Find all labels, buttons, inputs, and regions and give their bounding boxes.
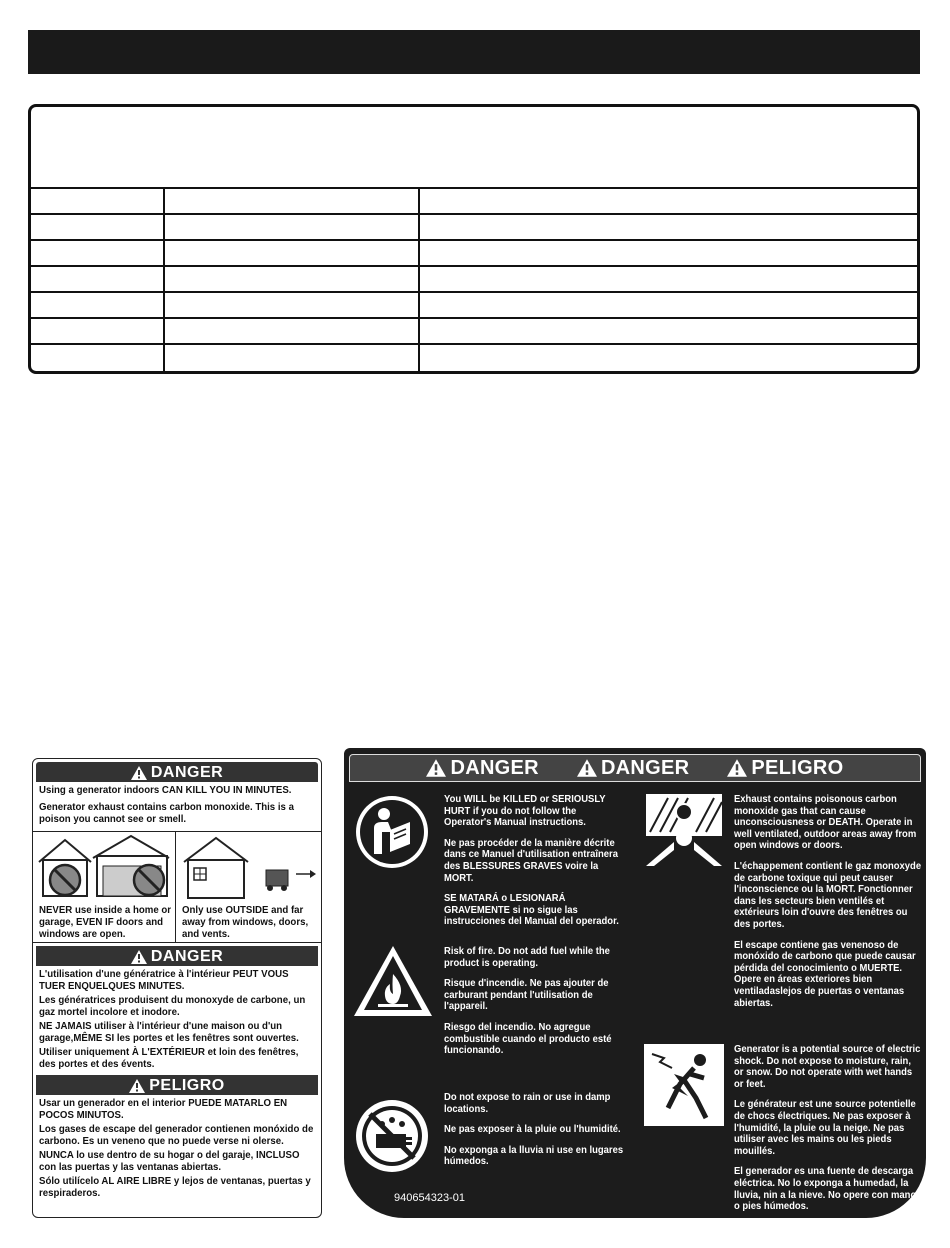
fire-fr: Risque d'incendie. Ne pas ajouter de carburant pendant l'utilisation de l'appareil. bbox=[444, 977, 609, 1013]
peligro-header-es bbox=[36, 1075, 318, 1095]
header-peligro: PELIGRO bbox=[727, 757, 843, 780]
table-row bbox=[31, 215, 917, 241]
table-row bbox=[31, 319, 917, 345]
fire-warning-text bbox=[444, 946, 624, 1066]
outside-only-panel bbox=[176, 832, 322, 942]
exhaust-fr: L'échappement contient le gaz monoxyde de carbone toxique qui peut causer l'inconscience ou la MORT. Fonctionner dans les secteurs bien ventilés et extérieurs loin d'ouvre des fenêtres ou des portes. bbox=[734, 859, 922, 930]
header-bar bbox=[28, 30, 920, 74]
peligro-es-p3: NUNCA lo use dentro de su hogar o del garaje, INCLUSO con las puertas y las ventanas abiertas. bbox=[39, 1149, 300, 1173]
peligro-es-p1: Usar un generador en el interior PUEDE MATARLO EN POCOS MINUTOS. bbox=[39, 1097, 288, 1121]
shock-warning-text bbox=[734, 1044, 923, 1222]
warning-triangle-icon bbox=[577, 759, 597, 777]
danger-en-line2: Generator exhaust contains carbon monoxide. This is a poison you cannot see or smell. bbox=[39, 801, 294, 825]
rain-warning-text bbox=[444, 1092, 624, 1177]
warning-triangle-icon bbox=[131, 950, 147, 964]
fire-en: Risk of fire. Do not add fuel while the product is operating. bbox=[444, 945, 610, 969]
danger-fr-p3: NE JAMAIS utiliser à l'intérieur d'une maison ou d'un garage,MÊME SI les portes et les fenêtres sont ouvertes. bbox=[39, 1020, 299, 1044]
exhaust-es: El escape contiene gas venenoso de monóxido de carbono que puede causar pérdida del conocimiento o MUERTE. Opere en áreas exteriores bien ventiladaslejos de puertas o ventanas abiertas. bbox=[734, 938, 916, 1009]
exhaust-en: Exhaust contains poisonous carbon monoxide gas that can cause unconsciousness or DEATH. Operate in well ventilated, outdoor areas away from open windows or doors. bbox=[734, 793, 917, 852]
shock-fr: Le générateur est une source potentielle de chocs électriques. Ne pas exposer à l'humidité, la pluie ou la neige. Ne pas utiliser avec les mains ou les pieds mouillés. bbox=[734, 1098, 916, 1157]
part-number: 940654323-01 bbox=[394, 1192, 465, 1204]
danger-title: DANGER bbox=[150, 764, 224, 781]
electric-shock-icon bbox=[644, 1044, 724, 1126]
no-rain-icon bbox=[352, 1096, 432, 1176]
symbols-table bbox=[28, 104, 920, 374]
warning-triangle-icon bbox=[426, 759, 446, 777]
table-row bbox=[31, 241, 917, 267]
never-inside-panel bbox=[33, 832, 176, 942]
peligro-title: PELIGRO bbox=[149, 1077, 225, 1094]
danger-en-line1: Using a generator indoors CAN KILL YOU IN MINUTES. bbox=[39, 784, 292, 796]
table-row bbox=[31, 189, 917, 215]
table-header bbox=[31, 107, 917, 189]
header-danger-2: DANGER bbox=[577, 757, 689, 780]
manual-en: You WILL be KILLED or SERIOUSLY HURT if you do not follow the Operator's Manual instructions. bbox=[444, 793, 606, 829]
fire-es: Riesgo del incendio. No agregue combustible cuando el producto esté funcionando. bbox=[444, 1020, 612, 1057]
generator-safety-label bbox=[344, 748, 926, 1218]
manual-fr: Ne pas procéder de la manière décrite dans ce Manuel d'utilisation entraînera des BLESSURES GRAVES voire la MORT. bbox=[444, 836, 618, 884]
danger-header-en bbox=[36, 762, 318, 782]
warning-triangle-icon bbox=[129, 1079, 145, 1093]
rain-fr: Ne pas exposer à la pluie ou l'humidité. bbox=[444, 1123, 621, 1136]
table-row bbox=[31, 267, 917, 293]
read-manual-icon bbox=[352, 792, 432, 872]
house-garage-prohibited-icon bbox=[33, 832, 175, 902]
danger-peligro-header bbox=[349, 754, 921, 782]
danger-title: DANGER bbox=[150, 948, 224, 965]
exhaust-warning-text bbox=[734, 794, 923, 1018]
warning-triangle-icon bbox=[131, 766, 147, 780]
carbon-monoxide-icon bbox=[644, 792, 724, 868]
never-inside-caption: NEVER use inside a home or garage, EVEN IF doors and windows are open. bbox=[39, 904, 172, 940]
peligro-es-p2: Los gases de escape del generador contienen monóxido de carbono. Es un veneno que no puede verse ni olerse. bbox=[39, 1123, 314, 1147]
danger-fr-p2: Les génératrices produisent du monoxyde de carbone, un gaz mortel incolore et inodore. bbox=[39, 994, 306, 1018]
danger-fr-p1: L'utilisation d'une génératrice à l'intérieur PEUT VOUS TUER ENQUELQUES MINUTES. bbox=[39, 968, 289, 992]
fire-hazard-icon bbox=[352, 944, 434, 1020]
rain-es: No exponga a la lluvia ni use en lugares húmedos. bbox=[444, 1143, 624, 1168]
shock-en: Generator is a potential source of electric shock. Do not expose to moisture, rain, or snow. Do not operate with wet hands or feet. bbox=[734, 1043, 921, 1090]
danger-fr-p4: Utiliser uniquement À L'EXTÉRIEUR et loin des fenêtres, des portes et des évents. bbox=[39, 1046, 299, 1070]
warning-triangle-icon bbox=[727, 759, 747, 777]
outside-only-caption: Only use OUTSIDE and far away from windows, doors, and vents. bbox=[182, 904, 309, 940]
peligro-es-p4: Sólo utilícelo AL AIRE LIBRE y lejos de ventanas, puertas y respiraderos. bbox=[39, 1175, 311, 1199]
header-danger-1: DANGER bbox=[426, 757, 538, 780]
manual-warning-text bbox=[444, 794, 624, 937]
table-row bbox=[31, 293, 917, 319]
shock-es: El generador es una fuente de descarga eléctrica. No lo exponga a humedad, la lluvia, nin a la nieve. No opere con manos o pies húmedos. bbox=[734, 1165, 922, 1213]
table-row bbox=[31, 345, 917, 371]
co-danger-label bbox=[32, 758, 322, 1218]
co-pictograms bbox=[33, 831, 321, 943]
manual-es: SE MATARÁ o LESIONARÁ GRAVEMENTE si no sigue las instrucciones del Manual del operador. bbox=[444, 892, 619, 928]
danger-header-fr bbox=[36, 946, 318, 966]
rain-en: Do not expose to rain or use in damp locations. bbox=[444, 1091, 611, 1115]
house-outside-generator-icon bbox=[176, 832, 322, 902]
